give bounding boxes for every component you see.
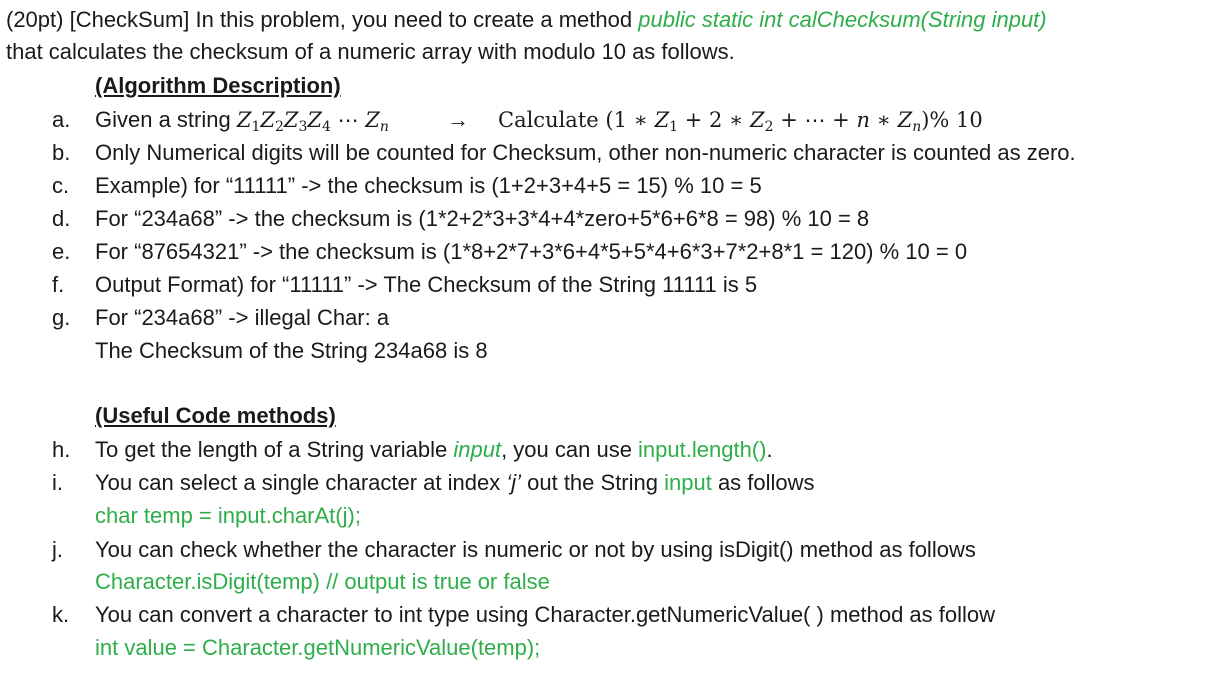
item-h-label: h. bbox=[52, 437, 71, 462]
item-k-text: You can convert a character to int type using Character.getNumericValue( ) method as follow bbox=[95, 602, 996, 627]
item-i-pre: You can select a single character at index bbox=[95, 470, 507, 495]
item-i-post: as follows bbox=[711, 470, 815, 495]
item-i-mid: out the String bbox=[521, 470, 665, 495]
item-b-label: b. bbox=[52, 140, 71, 165]
item-b-text: Only Numerical digits will be counted for Checksum, other non-numeric character is counted as zero. bbox=[95, 140, 1076, 165]
item-g-text-2: The Checksum of the String 234a68 is 8 bbox=[95, 338, 488, 363]
problem-title bbox=[6, 6, 1047, 34]
item-j-text: You can check whether the character is numeric or not by using isDigit() method as follows bbox=[95, 537, 976, 562]
input-variable: input bbox=[664, 470, 712, 495]
arrow-icon: → bbox=[447, 107, 469, 132]
formula-mod: % 10 bbox=[929, 108, 983, 132]
item-g-text: For “234a68” -> illegal Char: a bbox=[95, 305, 390, 330]
item-h-post: . bbox=[766, 437, 773, 462]
item-f-label: f. bbox=[52, 272, 65, 297]
item-h-pre: To get the length of a String variable bbox=[95, 437, 454, 462]
method-signature: public static int calChecksum(String input) bbox=[638, 7, 1047, 32]
isdigit-code: Character.isDigit(temp) // output is true or false bbox=[95, 569, 550, 594]
item-c-label: c. bbox=[52, 173, 70, 198]
calculate-formula: Calculate (1 ∗ $Z_1 + 2$ ∗ $Z_2$ + ⋯ + n ∗ $Z_n)\%$ 10 bbox=[498, 108, 983, 135]
item-k-label: k. bbox=[52, 602, 70, 627]
item-j-label: j. bbox=[52, 537, 63, 562]
item-d-text: For “234a68” -> the checksum is (1*2+2*3+3*4+4*zero+5*6+6*8 = 98) % 10 = 8 bbox=[95, 206, 870, 231]
string-expression: $Z_1Z_2Z_3Z_4$ ⋯ $Z_n$ bbox=[236, 108, 389, 135]
item-d-label: d. bbox=[52, 206, 71, 231]
item-f-text: Output Format) for “11111” -> The Checksum of the String 11111 is 5 bbox=[95, 272, 758, 297]
item-a-label: a. bbox=[52, 107, 71, 132]
item-a-intro: Given a string bbox=[95, 107, 237, 132]
item-a-text bbox=[95, 106, 389, 134]
item-e-label: e. bbox=[52, 239, 71, 264]
input-variable: input bbox=[453, 437, 502, 462]
index-j: ‘j’ bbox=[506, 470, 522, 495]
item-g-label: g. bbox=[52, 305, 71, 330]
algorithm-heading: (Algorithm Description) bbox=[95, 73, 341, 98]
calculate-word: Calculate bbox=[498, 108, 599, 132]
code-methods-heading: (Useful Code methods) bbox=[95, 403, 336, 428]
getnumericvalue-code: int value = Character.getNumericValue(temp); bbox=[95, 635, 541, 660]
item-h-mid: , you can use bbox=[501, 437, 639, 462]
item-i-label: i. bbox=[52, 470, 63, 495]
problem-description: that calculates the checksum of a numeric array with modulo 10 as follows. bbox=[6, 39, 735, 64]
item-e-text: For “87654321” -> the checksum is (1*8+2*7+3*6+4*5+5*4+6*3+7*2+8*1 = 120) % 10 = 0 bbox=[95, 239, 968, 264]
charat-code: char temp = input.charAt(j); bbox=[95, 503, 361, 528]
item-h-text bbox=[95, 436, 773, 464]
item-c-text: Example) for “11111” -> the checksum is (1+2+3+4+5 = 15) % 10 = 5 bbox=[95, 173, 762, 198]
length-code: input.length() bbox=[638, 437, 767, 462]
item-i-text bbox=[95, 469, 815, 497]
title-prefix: (20pt) [CheckSum] In this problem, you need to create a method bbox=[6, 7, 639, 32]
